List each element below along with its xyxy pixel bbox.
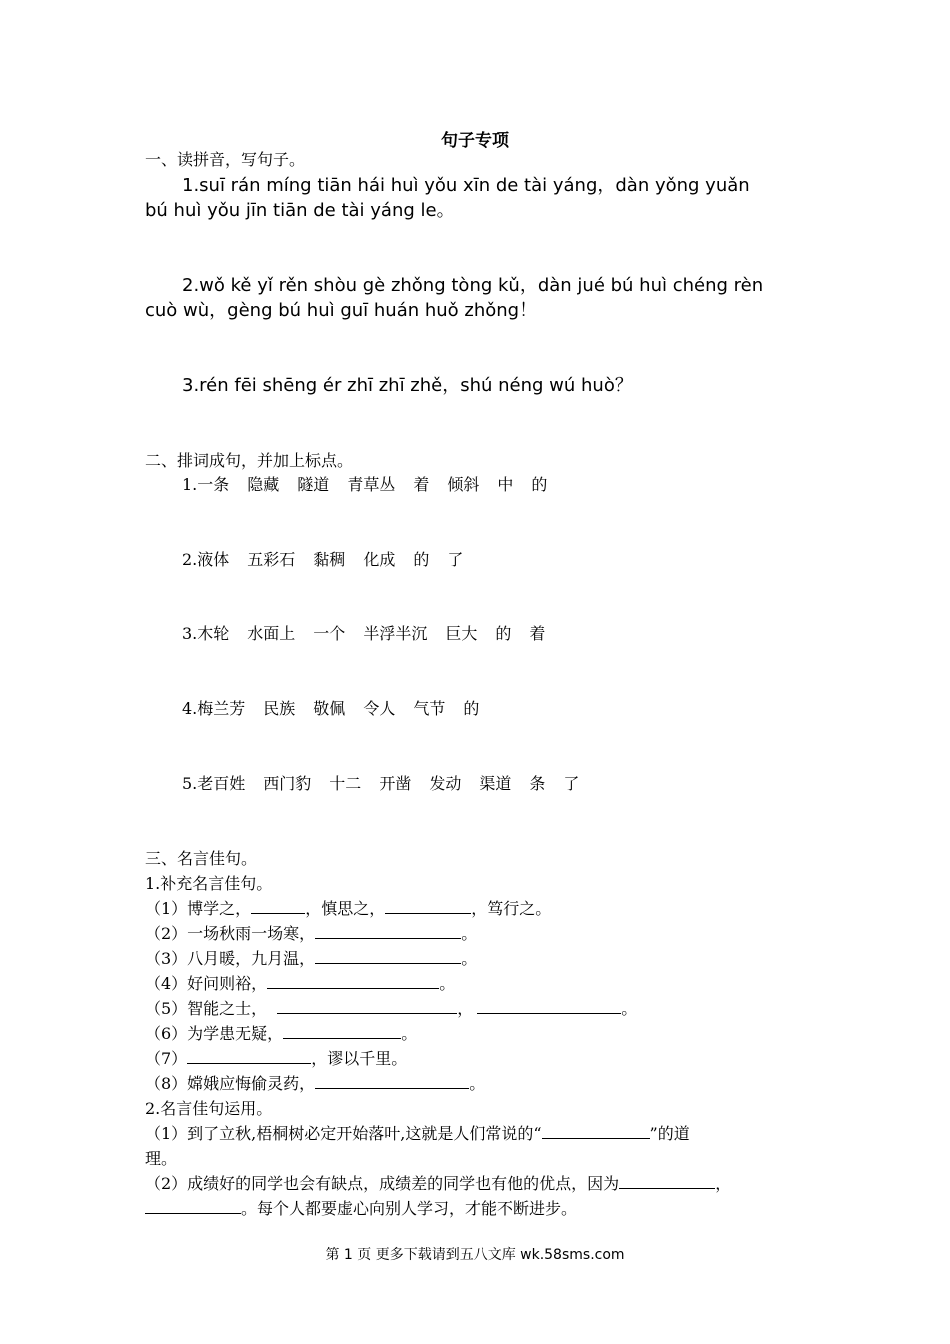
word: 巨大 [445, 624, 478, 643]
question-text: （2）一场秋雨一场寒， [145, 924, 316, 943]
word: 西门豹 [263, 774, 312, 793]
answer-blank[interactable] [283, 1022, 401, 1039]
section3-sub2: 2.名言佳句运用。 [145, 1099, 273, 1118]
question-text: 。 [461, 924, 478, 943]
fill-question-5 [145, 997, 637, 1021]
word: 开凿 [379, 774, 412, 793]
usage-question-1-line1 [145, 1122, 690, 1146]
answer-blank[interactable] [145, 1197, 241, 1214]
answer-blank[interactable] [315, 922, 461, 939]
word: 气节 [413, 699, 446, 718]
word: 中 [497, 475, 514, 494]
question-text: （2）成绩好的同学也会有缺点，成绩差的同学也有他的优点，因为 [145, 1174, 620, 1193]
fill-question-8 [145, 1072, 485, 1096]
usage-question-1-line2: 理。 [145, 1149, 178, 1168]
word: 黏稠 [313, 550, 346, 569]
word: 隐藏 [247, 475, 280, 494]
word-order-item-3 [182, 622, 563, 646]
question-text: ， [457, 999, 474, 1018]
question-text: 。 [621, 999, 638, 1018]
pinyin-item-3-line1: 3.rén fēi shēng ér zhī zhī zhě，shú néng wú huò？ [182, 375, 633, 396]
question-text: 。 [469, 1074, 486, 1093]
word: 了 [563, 774, 580, 793]
question-text: 。 [461, 949, 478, 968]
word: 民族 [263, 699, 296, 718]
usage-question-2-line1 [145, 1172, 731, 1196]
word: 发动 [429, 774, 462, 793]
question-text: （8）嫦娥应悔偷灵药， [145, 1074, 316, 1093]
fill-question-6 [145, 1022, 417, 1046]
word: 十二 [329, 774, 362, 793]
page-title: 句子专项 [441, 131, 509, 151]
word: 着 [413, 475, 430, 494]
item-number: 5. [182, 774, 198, 793]
word: 液体 [197, 550, 230, 569]
section3-heading: 三、名言佳句。 [145, 849, 258, 868]
word: 青草丛 [347, 475, 396, 494]
word: 渠道 [479, 774, 512, 793]
word: 五彩石 [247, 550, 296, 569]
question-text: ， [715, 1174, 732, 1193]
word: 一个 [313, 624, 346, 643]
question-text: （6）为学患无疑， [145, 1024, 284, 1043]
pinyin-item-2-line2: cuò wù，gèng bú huì guī huán huǒ zhǒng！ [145, 300, 538, 321]
question-text: 。每个人都要虚心向别人学习，才能不断进步。 [241, 1199, 578, 1218]
word-order-item-4 [182, 697, 497, 721]
word: 水面上 [247, 624, 296, 643]
section1-heading: 一、读拼音，写句子。 [145, 150, 306, 169]
fill-question-1 [145, 897, 551, 921]
question-text: ，谬以千里。 [311, 1049, 408, 1068]
answer-blank[interactable] [251, 897, 305, 914]
usage-question-2-line2 [145, 1197, 577, 1221]
word-order-item-1 [182, 473, 565, 497]
question-text: （7） [145, 1049, 188, 1068]
answer-blank[interactable] [477, 997, 621, 1014]
word: 令人 [363, 699, 396, 718]
pinyin-item-2-line1: 2.wǒ kě yǐ rěn shòu gè zhǒng tòng kǔ，dàn jué bú huì chéng rèn [182, 275, 764, 296]
fill-question-2 [145, 922, 477, 946]
answer-blank[interactable] [187, 1047, 311, 1064]
question-text: （3）八月暖，九月温， [145, 949, 316, 968]
word: 半浮半沉 [363, 624, 428, 643]
item-number: 2. [182, 550, 198, 569]
word: 的 [413, 550, 430, 569]
question-text: 。 [401, 1024, 418, 1043]
question-text: ，笃行之。 [471, 899, 552, 918]
answer-blank[interactable] [385, 897, 471, 914]
pinyin-item-1-line1: 1.suī rán míng tiān hái huì yǒu xīn de tài yáng，dàn yǒng yuǎn [182, 175, 750, 196]
answer-blank[interactable] [277, 997, 457, 1014]
word: 化成 [363, 550, 396, 569]
question-text: （1）博学之， [145, 899, 252, 918]
item-number: 3. [182, 624, 198, 643]
word: 着 [529, 624, 546, 643]
word: 梅兰芳 [197, 699, 246, 718]
question-text: ，慎思之， [305, 899, 386, 918]
word: 老百姓 [197, 774, 246, 793]
section3-sub1: 1.补充名言佳句。 [145, 874, 273, 893]
answer-blank[interactable] [315, 1072, 469, 1089]
question-text: ”的道 [649, 1124, 690, 1143]
word: 隧道 [297, 475, 330, 494]
page-footer: 第 1 页 更多下载请到五八文库 wk.58sms.com [325, 1247, 625, 1263]
pinyin-item-1-line2: bú huì yǒu jīn tiān de tài yáng le。 [145, 200, 455, 221]
word: 的 [495, 624, 512, 643]
question-text: （1）到了立秋,梧桐树必定开始落叶,这就是人们常说的“ [145, 1124, 542, 1143]
word: 木轮 [197, 624, 230, 643]
fill-question-7 [145, 1047, 407, 1071]
word: 的 [531, 475, 548, 494]
word-order-item-5 [182, 772, 597, 796]
question-text: （5）智能之士， [145, 999, 268, 1018]
item-number: 1. [182, 475, 198, 494]
word: 的 [463, 699, 480, 718]
word: 敬佩 [313, 699, 346, 718]
fill-question-4 [145, 972, 455, 996]
question-text: （4）好问则裕， [145, 974, 268, 993]
section2-heading: 二、排词成句，并加上标点。 [145, 451, 354, 470]
question-text: 。 [439, 974, 456, 993]
item-number: 4. [182, 699, 198, 718]
word: 了 [447, 550, 464, 569]
word: 倾斜 [447, 475, 480, 494]
word-order-item-2 [182, 548, 481, 572]
answer-blank[interactable] [267, 972, 439, 989]
word: 条 [529, 774, 546, 793]
answer-blank[interactable] [315, 947, 461, 964]
fill-question-3 [145, 947, 477, 971]
word: 一条 [197, 475, 230, 494]
answer-blank[interactable] [619, 1172, 715, 1189]
answer-blank[interactable] [542, 1122, 650, 1139]
